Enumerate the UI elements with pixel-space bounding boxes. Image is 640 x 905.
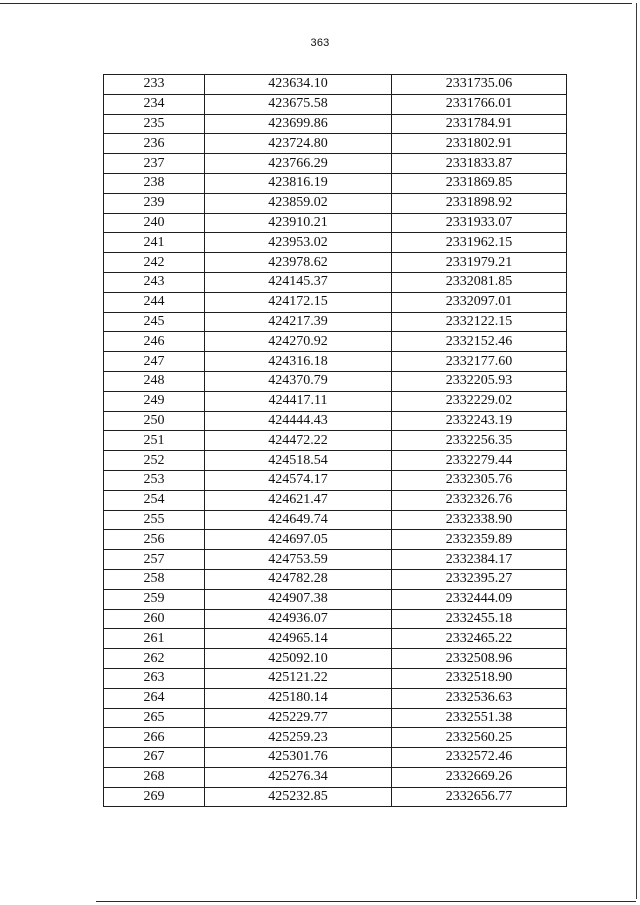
table-row [104, 510, 567, 530]
x-coordinate-cell: 424753.59 [205, 550, 392, 570]
y-coordinate-cell: 2332536.63 [392, 688, 567, 708]
bottom-page-border [96, 901, 636, 902]
x-coordinate-cell: 424649.74 [205, 510, 392, 530]
x-coordinate-cell: 425180.14 [205, 688, 392, 708]
x-coordinate-cell: 424316.18 [205, 352, 392, 372]
table-row [104, 451, 567, 471]
table-row [104, 490, 567, 510]
table-row [104, 272, 567, 292]
point-number-cell: 260 [104, 609, 205, 629]
x-coordinate-cell: 423675.58 [205, 94, 392, 114]
x-coordinate-cell: 423859.02 [205, 193, 392, 213]
x-coordinate-cell: 424417.11 [205, 391, 392, 411]
y-coordinate-cell: 2331898.92 [392, 193, 567, 213]
point-number-cell: 262 [104, 649, 205, 669]
y-coordinate-cell: 2332081.85 [392, 272, 567, 292]
y-coordinate-cell: 2332395.27 [392, 569, 567, 589]
x-coordinate-cell: 424936.07 [205, 609, 392, 629]
point-number-cell: 242 [104, 253, 205, 273]
x-coordinate-cell: 425259.23 [205, 728, 392, 748]
table-row [104, 134, 567, 154]
x-coordinate-cell: 423953.02 [205, 233, 392, 253]
y-coordinate-cell: 2332572.46 [392, 748, 567, 768]
table-row [104, 470, 567, 490]
point-number-cell: 237 [104, 154, 205, 174]
point-number-cell: 249 [104, 391, 205, 411]
y-coordinate-cell: 2332518.90 [392, 668, 567, 688]
y-coordinate-cell: 2332455.18 [392, 609, 567, 629]
table-row [104, 649, 567, 669]
x-coordinate-cell: 425121.22 [205, 668, 392, 688]
point-number-cell: 256 [104, 530, 205, 550]
y-coordinate-cell: 2332279.44 [392, 451, 567, 471]
y-coordinate-cell: 2332465.22 [392, 629, 567, 649]
y-coordinate-cell: 2332359.89 [392, 530, 567, 550]
table-row [104, 431, 567, 451]
point-number-cell: 254 [104, 490, 205, 510]
point-number-cell: 252 [104, 451, 205, 471]
table-row [104, 767, 567, 787]
table-row [104, 787, 567, 807]
table-row [104, 688, 567, 708]
y-coordinate-cell: 2331979.21 [392, 253, 567, 273]
table-row [104, 292, 567, 312]
table-row [104, 668, 567, 688]
y-coordinate-cell: 2332243.19 [392, 411, 567, 431]
point-number-cell: 236 [104, 134, 205, 154]
y-coordinate-cell: 2332326.76 [392, 490, 567, 510]
table-row [104, 411, 567, 431]
y-coordinate-cell: 2331802.91 [392, 134, 567, 154]
table-row [104, 371, 567, 391]
y-coordinate-cell: 2332229.02 [392, 391, 567, 411]
point-number-cell: 234 [104, 94, 205, 114]
table-row [104, 352, 567, 372]
point-number-cell: 261 [104, 629, 205, 649]
point-number-cell: 258 [104, 569, 205, 589]
x-coordinate-cell: 423816.19 [205, 173, 392, 193]
table-row [104, 173, 567, 193]
x-coordinate-cell: 424145.37 [205, 272, 392, 292]
point-number-cell: 267 [104, 748, 205, 768]
x-coordinate-cell: 425301.76 [205, 748, 392, 768]
x-coordinate-cell: 424574.17 [205, 470, 392, 490]
point-number-cell: 268 [104, 767, 205, 787]
top-page-border [0, 3, 632, 4]
table-row [104, 609, 567, 629]
y-coordinate-cell: 2332444.09 [392, 589, 567, 609]
point-number-cell: 264 [104, 688, 205, 708]
x-coordinate-cell: 425229.77 [205, 708, 392, 728]
right-page-border [636, 3, 637, 899]
x-coordinate-cell: 424217.39 [205, 312, 392, 332]
table-row [104, 94, 567, 114]
y-coordinate-cell: 2332669.26 [392, 767, 567, 787]
y-coordinate-cell: 2331933.07 [392, 213, 567, 233]
x-coordinate-cell: 424907.38 [205, 589, 392, 609]
point-number-cell: 250 [104, 411, 205, 431]
table-row [104, 589, 567, 609]
point-number-cell: 246 [104, 332, 205, 352]
table-row [104, 332, 567, 352]
table-row [104, 193, 567, 213]
table-row [104, 154, 567, 174]
point-number-cell: 265 [104, 708, 205, 728]
y-coordinate-cell: 2331766.01 [392, 94, 567, 114]
y-coordinate-cell: 2332338.90 [392, 510, 567, 530]
y-coordinate-cell: 2332152.46 [392, 332, 567, 352]
x-coordinate-cell: 424518.54 [205, 451, 392, 471]
table-row [104, 233, 567, 253]
table-row [104, 391, 567, 411]
point-number-cell: 245 [104, 312, 205, 332]
x-coordinate-cell: 424965.14 [205, 629, 392, 649]
x-coordinate-cell: 425232.85 [205, 787, 392, 807]
table-row [104, 708, 567, 728]
point-number-cell: 259 [104, 589, 205, 609]
table-row [104, 312, 567, 332]
x-coordinate-cell: 424782.28 [205, 569, 392, 589]
page-number: 363 [310, 37, 330, 49]
point-number-cell: 233 [104, 75, 205, 95]
table-row [104, 550, 567, 570]
x-coordinate-cell: 423634.10 [205, 75, 392, 95]
x-coordinate-cell: 424472.22 [205, 431, 392, 451]
table-row [104, 114, 567, 134]
point-number-cell: 241 [104, 233, 205, 253]
x-coordinate-cell: 424444.43 [205, 411, 392, 431]
point-number-cell: 263 [104, 668, 205, 688]
table-row [104, 569, 567, 589]
y-coordinate-cell: 2331833.87 [392, 154, 567, 174]
point-number-cell: 257 [104, 550, 205, 570]
point-number-cell: 269 [104, 787, 205, 807]
point-number-cell: 253 [104, 470, 205, 490]
y-coordinate-cell: 2332560.25 [392, 728, 567, 748]
point-number-cell: 243 [104, 272, 205, 292]
table-row [104, 629, 567, 649]
table-row [104, 530, 567, 550]
y-coordinate-cell: 2332122.15 [392, 312, 567, 332]
point-number-cell: 247 [104, 352, 205, 372]
point-number-cell: 255 [104, 510, 205, 530]
x-coordinate-cell: 423978.62 [205, 253, 392, 273]
x-coordinate-cell: 424172.15 [205, 292, 392, 312]
x-coordinate-cell: 424621.47 [205, 490, 392, 510]
x-coordinate-cell: 425276.34 [205, 767, 392, 787]
y-coordinate-cell: 2332177.60 [392, 352, 567, 372]
x-coordinate-cell: 424270.92 [205, 332, 392, 352]
x-coordinate-cell: 425092.10 [205, 649, 392, 669]
y-coordinate-cell: 2332551.38 [392, 708, 567, 728]
y-coordinate-cell: 2332384.17 [392, 550, 567, 570]
x-coordinate-cell: 424697.05 [205, 530, 392, 550]
y-coordinate-cell: 2332205.93 [392, 371, 567, 391]
point-number-cell: 248 [104, 371, 205, 391]
x-coordinate-cell: 423766.29 [205, 154, 392, 174]
table-row [104, 728, 567, 748]
y-coordinate-cell: 2331735.06 [392, 75, 567, 95]
table-row [104, 253, 567, 273]
point-number-cell: 235 [104, 114, 205, 134]
x-coordinate-cell: 423910.21 [205, 213, 392, 233]
point-number-cell: 244 [104, 292, 205, 312]
table-row [104, 748, 567, 768]
point-number-cell: 240 [104, 213, 205, 233]
y-coordinate-cell: 2332508.96 [392, 649, 567, 669]
y-coordinate-cell: 2331962.15 [392, 233, 567, 253]
y-coordinate-cell: 2332656.77 [392, 787, 567, 807]
point-number-cell: 239 [104, 193, 205, 213]
table-row [104, 75, 567, 95]
point-number-cell: 266 [104, 728, 205, 748]
point-number-cell: 251 [104, 431, 205, 451]
coordinate-table [103, 74, 567, 807]
y-coordinate-cell: 2331784.91 [392, 114, 567, 134]
y-coordinate-cell: 2331869.85 [392, 173, 567, 193]
y-coordinate-cell: 2332256.35 [392, 431, 567, 451]
coordinate-table-body [104, 75, 567, 807]
x-coordinate-cell: 423699.86 [205, 114, 392, 134]
x-coordinate-cell: 424370.79 [205, 371, 392, 391]
y-coordinate-cell: 2332305.76 [392, 470, 567, 490]
table-row [104, 213, 567, 233]
y-coordinate-cell: 2332097.01 [392, 292, 567, 312]
x-coordinate-cell: 423724.80 [205, 134, 392, 154]
point-number-cell: 238 [104, 173, 205, 193]
